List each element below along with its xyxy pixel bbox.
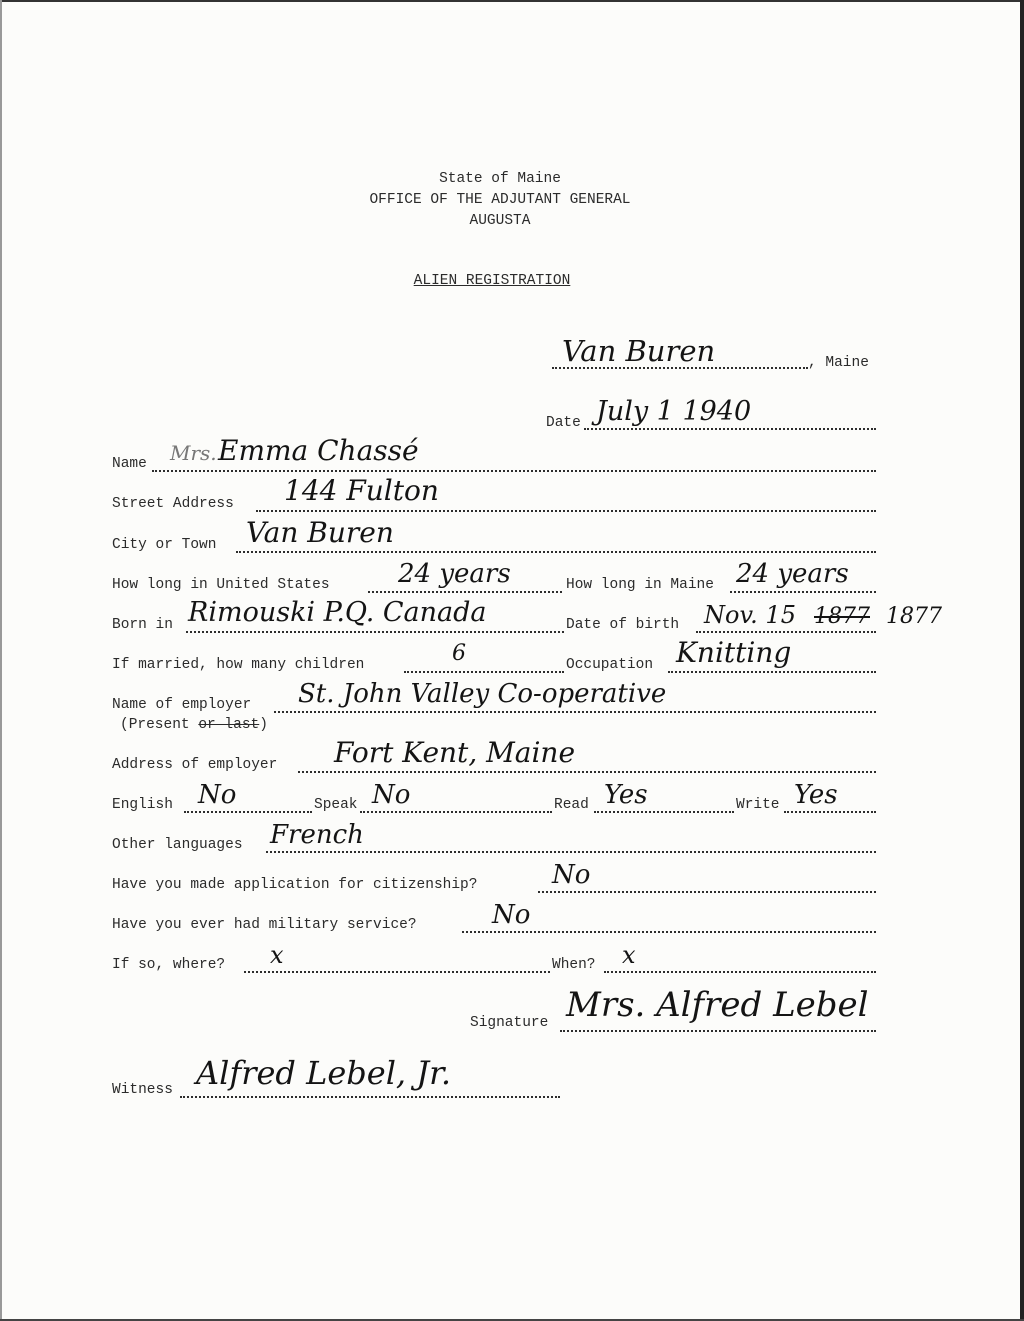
- street-value: 144 Fulton: [284, 474, 439, 507]
- employer-sub-label-close: ): [259, 717, 268, 733]
- english-value: No: [198, 780, 237, 810]
- witness-value: Alfred Lebel, Jr.: [196, 1054, 452, 1092]
- born-in-value: Rimouski P.Q. Canada: [188, 597, 487, 628]
- where-label: If so, where?: [112, 957, 226, 973]
- occupation-label: Occupation: [566, 657, 654, 673]
- born-in-label: Born in: [112, 617, 173, 633]
- years-maine-value: 24 years: [736, 559, 849, 589]
- date-of-birth-label: Date of birth: [566, 617, 680, 633]
- name-dotted-line: [152, 470, 876, 472]
- years-us-label: How long in United States: [112, 577, 330, 593]
- english-dotted-line: [184, 811, 312, 813]
- when-value: x: [622, 941, 636, 969]
- employer-sub-label: [120, 717, 268, 733]
- header-state: State of Maine: [439, 171, 561, 187]
- years-us-value: 24 years: [398, 559, 511, 589]
- citizenship-value: No: [552, 860, 591, 890]
- when-dotted-line: [604, 971, 876, 973]
- occupation-value: Knitting: [676, 636, 792, 669]
- state-label: , Maine: [808, 355, 869, 371]
- city-label: City or Town: [112, 537, 217, 553]
- header-city: AUGUSTA: [469, 213, 531, 229]
- date-of-birth-struck-year: 1877: [814, 604, 870, 629]
- other-languages-dotted-line: [266, 851, 876, 853]
- english-label: English: [112, 797, 173, 813]
- write-label: Write: [736, 797, 780, 813]
- town-value: Van Buren: [562, 334, 716, 368]
- where-dotted-line: [244, 971, 550, 973]
- born-in-dotted-line: [186, 631, 564, 633]
- other-languages-label: Other languages: [112, 837, 243, 853]
- where-value: x: [270, 941, 284, 969]
- city-value: Van Buren: [246, 516, 394, 549]
- date-of-birth-corrected-year: 1877: [886, 604, 942, 629]
- name-label: Name: [112, 456, 147, 472]
- signature-label: Signature: [470, 1015, 549, 1031]
- date-value: July 1 1940: [596, 396, 752, 427]
- other-languages-value: French: [270, 820, 364, 850]
- signature-dotted-line: [560, 1030, 876, 1032]
- employer-sub-label-struck: or last: [198, 717, 260, 733]
- years-maine-dotted-line: [730, 591, 876, 593]
- employer-label: Name of employer: [112, 697, 252, 713]
- witness-label: Witness: [112, 1082, 173, 1098]
- speak-label: Speak: [314, 797, 358, 813]
- employer-dotted-line: [274, 711, 876, 713]
- children-dotted-line: [404, 671, 564, 673]
- children-value: 6: [452, 641, 466, 666]
- read-value: Yes: [604, 780, 648, 810]
- when-label: When?: [552, 957, 596, 973]
- employer-value: St. John Valley Co-operative: [298, 679, 667, 709]
- military-value: No: [492, 900, 531, 930]
- years-us-dotted-line: [368, 591, 562, 593]
- date-label: Date: [546, 415, 581, 431]
- speak-value: No: [372, 780, 411, 810]
- citizenship-label: Have you made application for citizenship?: [112, 877, 478, 893]
- form-title: ALIEN REGISTRATION: [413, 273, 571, 289]
- date-of-birth-dotted-line: [696, 631, 876, 633]
- employer-address-dotted-line: [298, 771, 876, 773]
- citizenship-dotted-line: [538, 891, 876, 893]
- street-dotted-line: [256, 510, 876, 512]
- occupation-dotted-line: [668, 671, 876, 673]
- employer-address-label: Address of employer: [112, 757, 278, 773]
- read-dotted-line: [594, 811, 734, 813]
- street-label: Street Address: [112, 496, 234, 512]
- date-of-birth-value: Nov. 15: [704, 601, 796, 629]
- speak-dotted-line: [360, 811, 552, 813]
- signature-value: Mrs. Alfred Lebel: [566, 985, 869, 1025]
- write-dotted-line: [784, 811, 876, 813]
- name-prefix: Mrs.: [170, 441, 217, 465]
- employer-address-value: Fort Kent, Maine: [334, 736, 576, 769]
- header-office: OFFICE OF THE ADJUTANT GENERAL: [369, 192, 631, 208]
- military-dotted-line: [462, 931, 876, 933]
- read-label: Read: [554, 797, 589, 813]
- witness-dotted-line: [180, 1096, 560, 1098]
- scan-edge-right: [1020, 0, 1024, 1321]
- children-label: If married, how many children: [112, 657, 365, 673]
- years-maine-label: How long in Maine: [566, 577, 714, 593]
- employer-sub-label-open: (Present: [120, 717, 199, 733]
- name-value: Emma Chassé: [218, 434, 419, 467]
- military-label: Have you ever had military service?: [112, 917, 417, 933]
- scan-edge-top: [0, 0, 1024, 2]
- date-dotted-line: [584, 428, 876, 430]
- write-value: Yes: [794, 780, 838, 810]
- city-dotted-line: [236, 551, 876, 553]
